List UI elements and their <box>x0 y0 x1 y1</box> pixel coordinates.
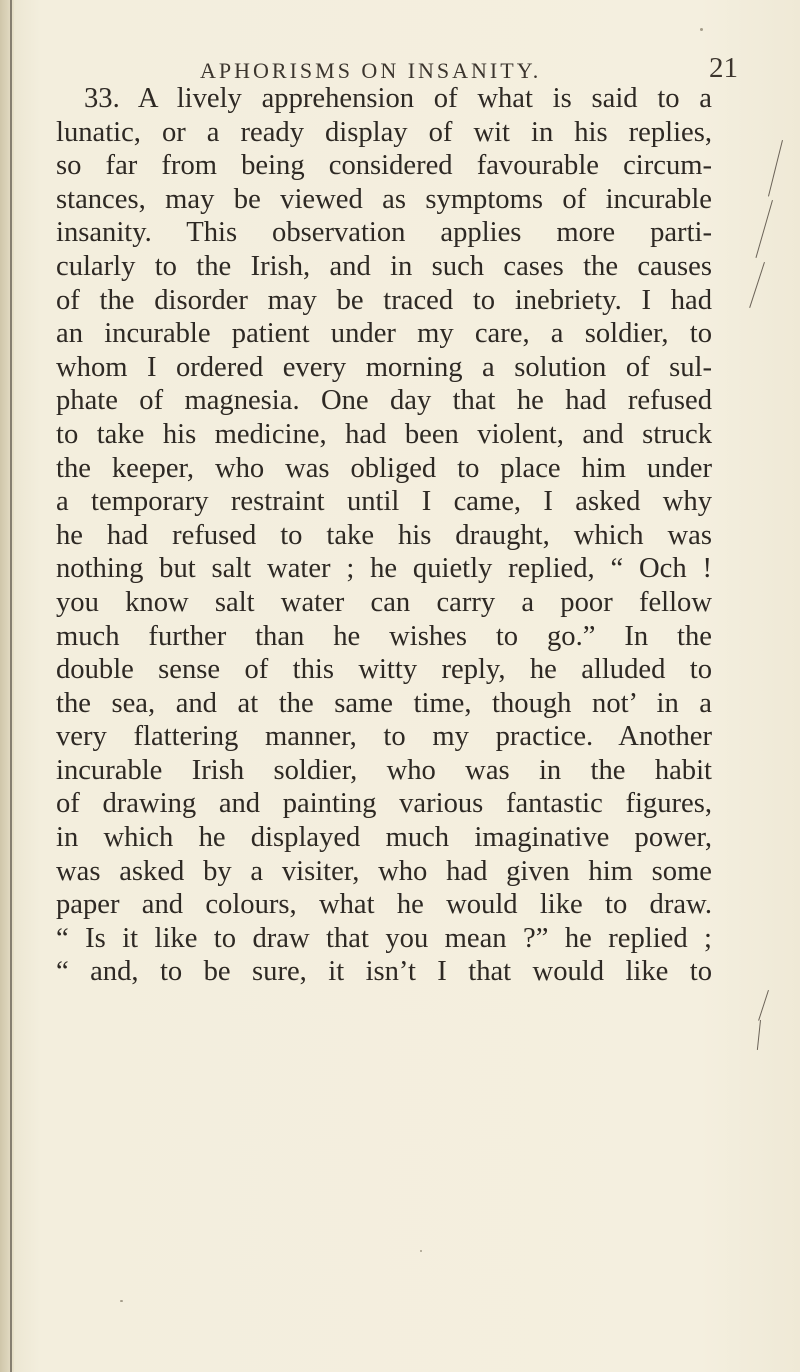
paragraph-33 <box>56 82 712 989</box>
text-line: incurable Irish soldier, who was in the habit <box>56 754 712 786</box>
text-line: lunatic, or a ready display of wit in his replies, <box>56 116 712 148</box>
text-line: a temporary restraint until I came, I asked why <box>56 486 712 518</box>
text-line: stances, may be viewed as symptoms of incurable <box>56 183 712 215</box>
margin-pencil-mark <box>757 1020 762 1050</box>
text-line: the keeper, who was obliged to place him under <box>56 452 712 484</box>
text-line: he had refused to take his draught, which was <box>56 519 712 551</box>
text-line: to take his medicine, had been violent, and struck <box>56 418 712 450</box>
paper-speck <box>420 1250 422 1252</box>
text-line: paper and colours, what he would like to draw. <box>56 889 712 921</box>
binding-gutter <box>0 0 14 1372</box>
text-line: of drawing and painting various fantastic figures, <box>56 788 712 820</box>
text-line: “ Is it like to draw that you mean ?” he replied ; <box>56 922 712 954</box>
text-line: cularly to the Irish, and in such cases the causes <box>56 250 712 282</box>
text-line: in which he displayed much imaginative power, <box>56 822 712 854</box>
text-line: was asked by a visiter, who had given him some <box>56 855 712 887</box>
margin-pencil-mark <box>749 262 765 308</box>
text-line: 33. A lively apprehension of what is said to a <box>84 83 712 114</box>
text-line: an incurable patient under my care, a soldier, to <box>56 318 712 350</box>
margin-pencil-mark <box>758 990 769 1021</box>
text-line: you know salt water can carry a poor fellow <box>56 586 712 618</box>
text-line: very flattering manner, to my practice. Another <box>56 721 712 753</box>
text-line: insanity. This observation applies more parti- <box>56 217 712 249</box>
text-line: phate of magnesia. One day that he had refused <box>56 385 712 417</box>
text-line: so far from being considered favourable circum- <box>56 150 712 182</box>
paper-speck <box>700 28 703 31</box>
text-line: “ and, to be sure, it isn’t I that would like to <box>56 956 712 988</box>
text-line: the sea, and at the same time, though not’ in a <box>56 687 712 719</box>
paper-speck <box>120 1300 123 1302</box>
text-line: much further than he wishes to go.” In the <box>56 620 712 652</box>
text-line: nothing but salt water ; he quietly replied, “ Och ! <box>56 553 712 585</box>
text-line: whom I ordered every morning a solution of sul- <box>56 351 712 383</box>
text-line: double sense of this witty reply, he alluded to <box>56 654 712 686</box>
page-number: 21 <box>709 52 738 84</box>
text-line: of the disorder may be traced to inebriety. I had <box>56 284 712 316</box>
gutter-line <box>10 0 12 1372</box>
margin-pencil-mark <box>768 140 783 197</box>
margin-pencil-mark <box>755 200 773 258</box>
running-title: APHORISMS ON INSANITY. <box>200 58 542 83</box>
